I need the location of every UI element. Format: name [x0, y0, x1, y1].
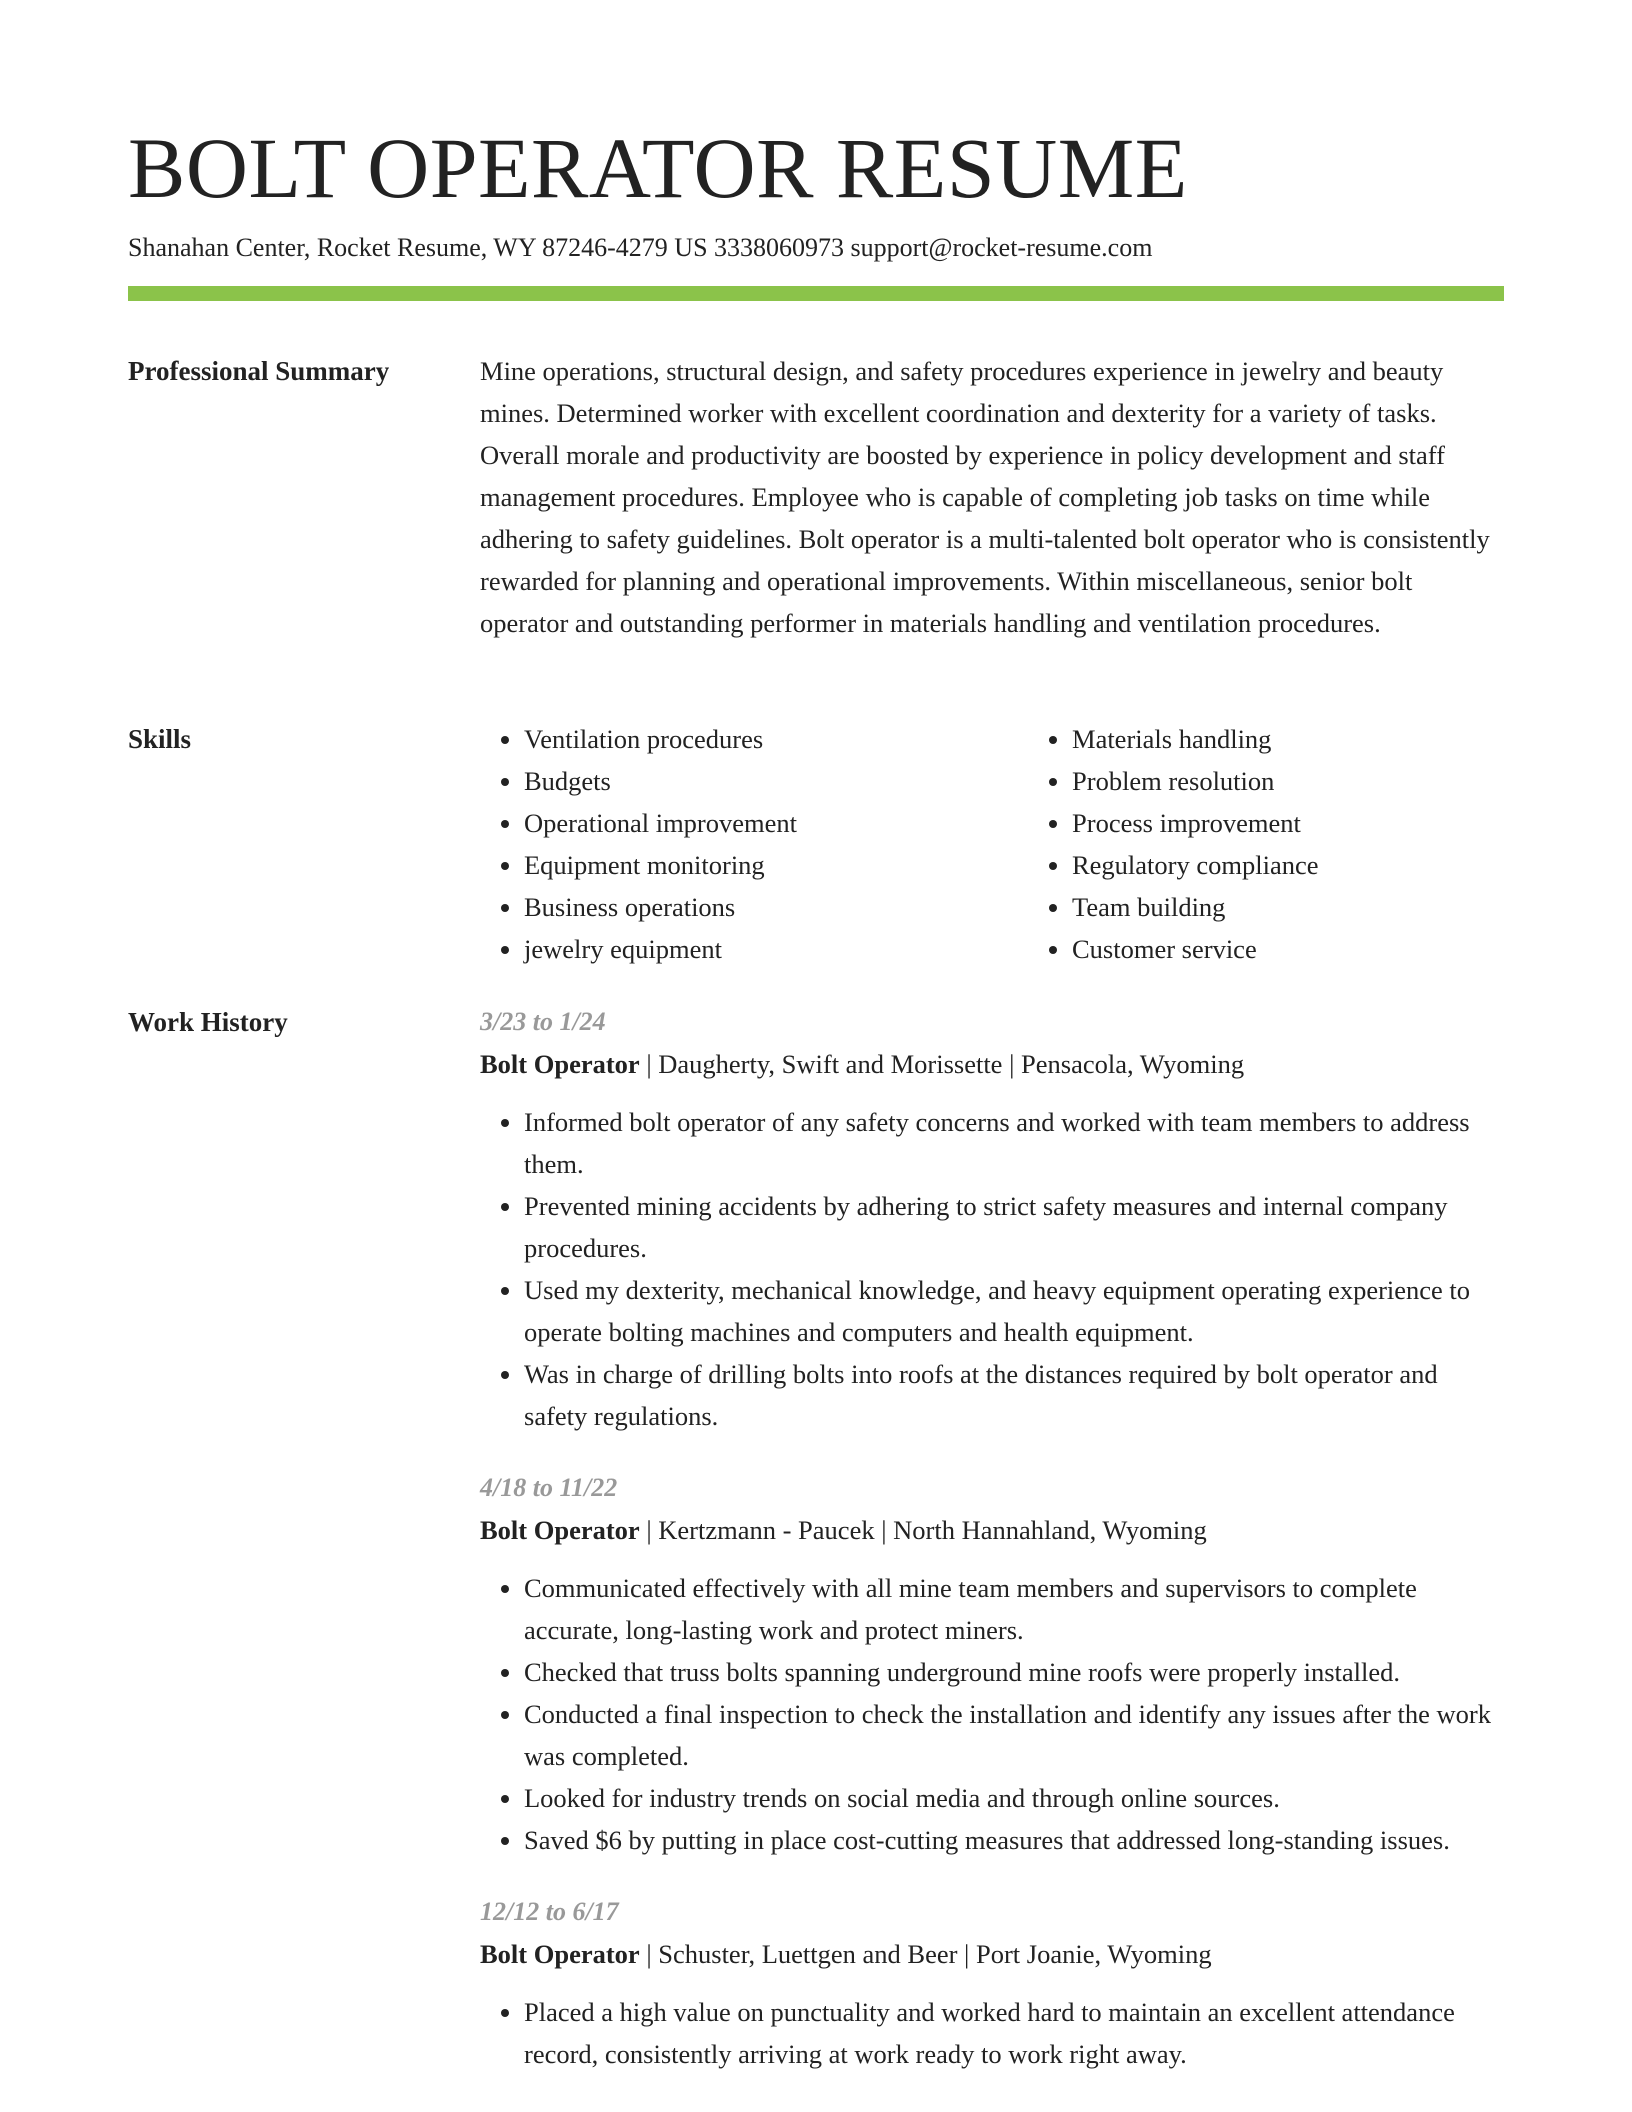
job-dates: 12/12 to 6/17	[480, 1897, 619, 1926]
job-title: Bolt Operator	[480, 1049, 640, 1079]
section-label-summary: Professional Summary	[128, 356, 390, 386]
header-divider	[128, 286, 1504, 301]
skill-item: • Operational improvement	[524, 802, 984, 844]
skill-item: • Budgets	[524, 760, 984, 802]
job-title: Bolt Operator	[480, 1939, 640, 1969]
job-bullet: • Informed bolt operator of any safety concerns and worked with team members to address them.	[524, 1101, 1504, 1185]
job-entry	[480, 1001, 1504, 1437]
skill-item: • Process improvement	[1072, 802, 1532, 844]
job-bullet: • Prevented mining accidents by adhering to strict safety measures and internal company procedures.	[524, 1185, 1504, 1269]
job-employer-location: | Daugherty, Swift and Morissette | Pensacola, Wyoming	[639, 1049, 1245, 1079]
job-entry	[480, 1467, 1504, 1861]
skill-item: • Business operations	[524, 886, 984, 928]
section-label-skills: Skills	[128, 724, 192, 754]
skills-section	[480, 718, 1504, 970]
skill-item: • Problem resolution	[1072, 760, 1532, 802]
skills-list-right	[1028, 718, 1532, 970]
skill-item: • Team building	[1072, 886, 1532, 928]
skill-item: • Ventilation procedures	[524, 718, 984, 760]
job-dates: 4/18 to 11/22	[480, 1473, 618, 1502]
page-title: BOLT OPERATOR RESUME	[128, 120, 1188, 216]
job-bullets	[480, 1991, 1504, 2075]
job-bullet: • Saved $6 by putting in place cost-cutting measures that addressed long-standing issues.	[524, 1819, 1504, 1861]
job-bullet: • Was in charge of drilling bolts into roofs at the distances required by bolt operator and safety regulations.	[524, 1353, 1504, 1437]
job-dates: 3/23 to 1/24	[480, 1007, 606, 1036]
job-bullet: • Looked for industry trends on social media and through online sources.	[524, 1777, 1504, 1819]
job-heading	[480, 1509, 1504, 1551]
job-bullets	[480, 1567, 1504, 1861]
skill-item: • Regulatory compliance	[1072, 844, 1532, 886]
job-employer-location: | Schuster, Luettgen and Beer | Port Joanie, Wyoming	[639, 1939, 1212, 1969]
job-heading	[480, 1933, 1504, 1975]
skills-list-left	[480, 718, 984, 970]
job-bullet: • Used my dexterity, mechanical knowledge, and heavy equipment operating experience to operate bolting machines and computers and health equipment.	[524, 1269, 1504, 1353]
summary-text: Mine operations, structural design, and safety procedures experience in jewelry and beauty mines. Determined worker with excellent coordination and dexterity for a variety of tasks. Overall morale and productivity are boosted by experience in policy development and staff management procedures. Employee who is capable of completing job tasks on time while adhering to safety guidelines. Bolt operator is a multi-talented bolt operator who is consistently rewarded for planning and operational improvements. Within miscellaneous, senior bolt operator and outstanding performer in materials handling and ventilation procedures.	[480, 356, 1490, 638]
job-employer-location: | Kertzmann - Paucek | North Hannahland, Wyoming	[639, 1515, 1207, 1545]
job-bullets	[480, 1101, 1504, 1437]
work-history-section	[480, 1001, 1504, 2105]
skill-item: • Equipment monitoring	[524, 844, 984, 886]
skill-item: • Materials handling	[1072, 718, 1532, 760]
job-bullet: • Checked that truss bolts spanning underground mine roofs were properly installed.	[524, 1651, 1504, 1693]
job-title: Bolt Operator	[480, 1515, 640, 1545]
job-bullet: • Conducted a final inspection to check the installation and identify any issues after the work was completed.	[524, 1693, 1504, 1777]
job-heading	[480, 1043, 1504, 1085]
summary-section	[480, 350, 1504, 644]
job-bullet: • Communicated effectively with all mine team members and supervisors to complete accurate, long-lasting work and protect miners.	[524, 1567, 1504, 1651]
job-bullet: • Placed a high value on punctuality and worked hard to maintain an excellent attendance record, consistently arriving at work ready to work right away.	[524, 1991, 1504, 2075]
job-entry	[480, 1891, 1504, 2075]
contact-line: Shanahan Center, Rocket Resume, WY 87246-4279 US 3338060973 support@rocket-resume.com	[128, 233, 1153, 262]
skill-item: • jewelry equipment	[524, 928, 984, 970]
skills-columns	[480, 718, 1504, 970]
section-label-work-history: Work History	[128, 1007, 288, 1037]
skill-item: • Customer service	[1072, 928, 1532, 970]
